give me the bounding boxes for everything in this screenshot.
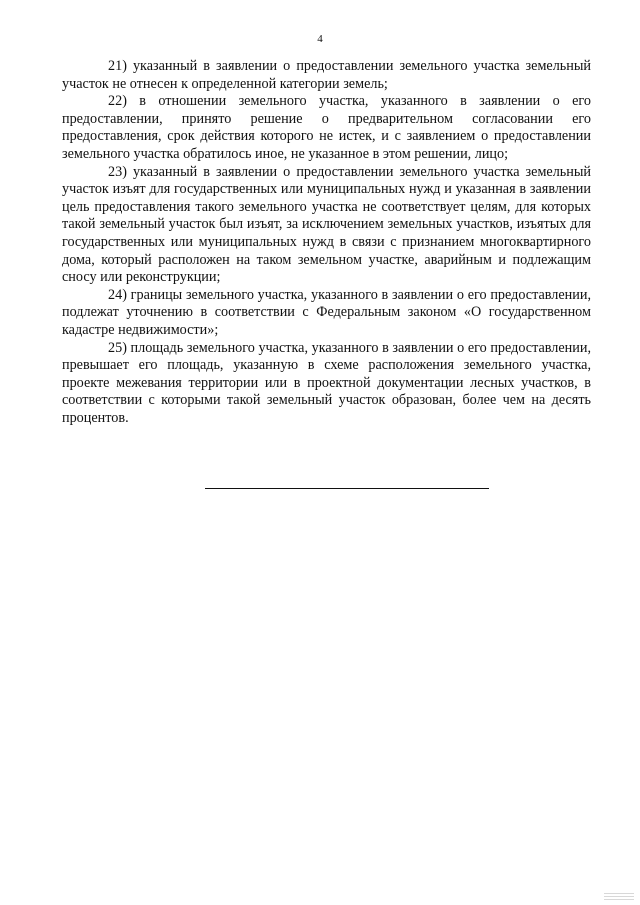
paragraph-item-25: 25) площадь земельного участка, указанного в заявлении о его предоставлении, превышает его площадь, указанную в схеме расположения земельного участка, проекте межевания территории или в проектной документации лесных участков, в соответствии с которыми такой земельный участок образован, более чем на десять процентов.: [62, 339, 591, 426]
paragraph-item-22: 22) в отношении земельного участка, указанного в заявлении о его предоставлении, принято решение о предварительном согласовании его предоставления, срок действия которого не истек, и с заявлением о предоставлении земельного участка обратилось иное, не указанное в этом решении, лицо;: [62, 93, 591, 162]
scan-edge-mark: [604, 893, 634, 901]
page-number: 4: [317, 33, 323, 45]
paragraph-item-24: 24) границы земельного участка, указанного в заявлении о его предоставлении, подлежат уточнению в соответствии с Федеральным законом «О государственном кадастре недвижимости»;: [62, 286, 591, 338]
paragraph-item-23: 23) указанный в заявлении о предоставлении земельного участка земельный участок изъят для государственных или муниципальных нужд и указанная в заявлении цель предоставления такого земельного участка не соответствует целям, для которых такой земельный участок был изъят, за исключением земельных участков, изъятых для государственных или муниципальных нужд в связи с признанием многоквартирного дома, который расположен на таком земельном участке, аварийным и подлежащим сносу или реконструкции;: [62, 163, 591, 286]
end-divider-line: [205, 488, 489, 489]
document-body: [62, 58, 591, 427]
paragraph-item-21: 21) указанный в заявлении о предоставлении земельного участка земельный участок не отнесен к определенной категории земель;: [62, 58, 591, 92]
